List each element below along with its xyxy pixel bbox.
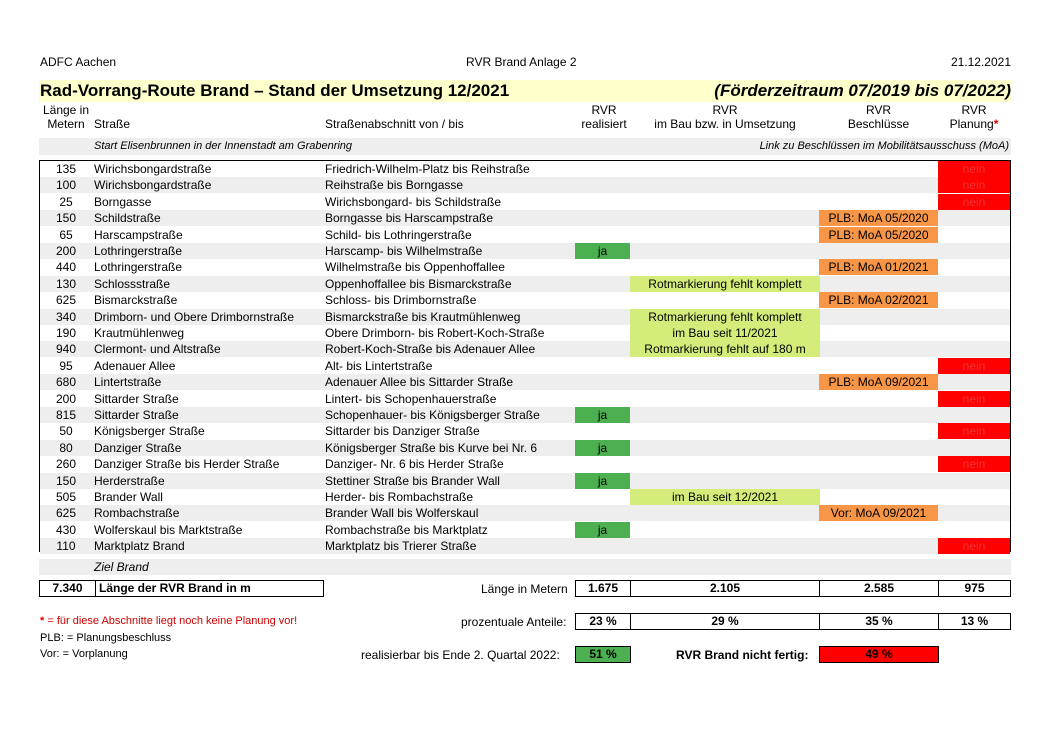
row-section: Borngasse bis Harscampstraße (325, 211, 494, 226)
row-construction: im Bau seit 12/2021 (630, 489, 820, 505)
row-planning (938, 276, 1010, 292)
row-realized (575, 456, 630, 472)
row-section: Stettiner Straße bis Brander Wall (325, 473, 500, 488)
row-street: Harscampstraße (94, 227, 183, 242)
row-street: Wirichsbongardstraße (94, 178, 212, 193)
col-planning-label: Planung (949, 117, 994, 131)
row-decision (819, 440, 938, 456)
table-row (40, 210, 1010, 226)
row-decision: PLB: MoA 09/2021 (819, 374, 938, 390)
row-planning: nein (938, 391, 1010, 407)
row-planning (938, 489, 1010, 505)
row-decision: PLB: MoA 01/2021 (819, 259, 938, 275)
row-section: Harscamp- bis Wilhelmstraße (325, 244, 483, 258)
row-construction: im Bau seit 11/2021 (630, 325, 820, 341)
row-length: 110 (56, 539, 76, 554)
total-decisions: 2.585 (819, 580, 939, 597)
star-note-marker: * (40, 615, 45, 627)
realisierbar-label: realisierbar bis Ende 2. Quartal 2022: (361, 648, 560, 662)
row-street: Lintertstraße (94, 375, 162, 390)
col-decisions-line2: Beschlüsse (847, 117, 910, 131)
table-row (40, 227, 1010, 243)
row-construction (630, 161, 820, 177)
star-note-text: = für diese Abschnitte liegt noch keine Planung vor! (44, 615, 298, 627)
row-planning (938, 440, 1010, 456)
col-length (40, 103, 92, 131)
row-realized (575, 325, 630, 341)
row-length: 200 (55, 391, 77, 406)
row-street: Herderstraße (94, 473, 165, 488)
total-construction: 2.105 (630, 580, 820, 597)
col-planning-line1: RVR (961, 103, 987, 117)
row-construction (630, 423, 820, 439)
table-row (40, 292, 1010, 308)
row-section: Friedrich-Wilhelm-Platz bis Reihstraße (325, 162, 530, 176)
row-planning (938, 374, 1010, 390)
funding-period: (Förderzeitraum 07/2019 bis 07/2022) (714, 81, 1011, 100)
row-construction (630, 292, 820, 308)
row-length: 150 (55, 473, 77, 488)
row-section: Adenauer Allee bis Sittarder Straße (325, 375, 514, 390)
row-construction: Rotmarkierung fehlt komplett (630, 309, 820, 325)
table-row (40, 259, 1010, 275)
col-decisions-line1: RVR (865, 103, 892, 117)
row-decision (819, 341, 938, 357)
row-length: 100 (55, 178, 77, 193)
row-section: Schloss- bis Drimbornstraße (325, 293, 477, 308)
vor-note: Vor: = Vorplanung (40, 648, 128, 660)
row-length: 190 (55, 326, 77, 340)
table-row (40, 538, 1010, 554)
row-decision: PLB: MoA 05/2020 (819, 227, 938, 243)
row-street: Sittarder Straße (94, 391, 179, 406)
row-construction (630, 538, 820, 554)
row-decision (819, 522, 938, 538)
row-construction (630, 473, 820, 489)
table-row (40, 276, 1010, 292)
row-realized (575, 391, 630, 407)
row-section: Alt- bis Lintertstraße (325, 358, 433, 373)
row-length: 625 (55, 506, 77, 521)
destination-note: Ziel Brand (94, 560, 149, 574)
row-section: Robert-Koch-Straße bis Adenauer Allee (325, 342, 536, 357)
header-document: RVR Brand Anlage 2 (466, 55, 577, 69)
row-street: Rombachstraße (94, 506, 180, 521)
table-row (40, 391, 1010, 407)
row-decision (819, 407, 938, 423)
row-length: 95 (59, 358, 73, 373)
row-planning (938, 522, 1010, 538)
row-realized (575, 276, 630, 292)
row-planning: nein (938, 538, 1010, 554)
row-section: Obere Drimborn- bis Robert-Koch-Straße (325, 326, 545, 340)
row-planning: nein (938, 161, 1010, 177)
row-realized: ja (575, 440, 630, 456)
col-decisions (819, 103, 938, 131)
row-length: 340 (55, 309, 77, 324)
row-planning (938, 292, 1010, 308)
table-row (40, 456, 1010, 472)
row-planning (938, 407, 1010, 423)
total-length-value: 7.340 (39, 580, 96, 597)
row-construction (630, 227, 820, 243)
row-street: Bismarckstraße (94, 293, 178, 308)
table-row (40, 489, 1010, 505)
row-section: Lintert- bis Schopenhauerstraße (325, 391, 497, 406)
row-decision (819, 325, 938, 341)
row-construction (630, 374, 820, 390)
table-row (40, 309, 1010, 325)
table-row (40, 473, 1010, 489)
row-realized (575, 227, 630, 243)
realisierbar-value: 51 % (575, 646, 631, 663)
link-note[interactable]: Link zu Beschlüssen im Mobilitätsausschuss (MoA) (759, 140, 1009, 152)
row-street: Krautmühlenweg (94, 326, 185, 340)
col-realized-line1: RVR (591, 103, 617, 117)
row-length: 815 (55, 408, 77, 422)
page-title: Rad-Vorrang-Route Brand – Stand der Umsetzung 12/2021 (40, 81, 510, 100)
col-length-line2: Metern (47, 117, 85, 131)
col-realized (574, 103, 634, 131)
row-planning: nein (938, 358, 1010, 374)
table-row (40, 522, 1010, 538)
row-section: Schopenhauer- bis Königsberger Straße (325, 408, 540, 422)
row-construction (630, 456, 820, 472)
row-planning (938, 505, 1010, 521)
row-street: Danziger Straße bis Herder Straße (94, 457, 280, 472)
row-decision (819, 489, 938, 505)
header-date: 21.12.2021 (950, 55, 1011, 69)
table-row (40, 177, 1010, 193)
row-section: Marktplatz bis Trierer Straße (325, 539, 477, 554)
row-realized (575, 309, 630, 325)
row-length: 200 (55, 244, 77, 258)
col-construction-line2: im Bau bzw. in Umsetzung (654, 117, 796, 131)
row-construction (630, 177, 820, 193)
row-length: 135 (55, 162, 77, 176)
row-section: Reihstraße bis Borngasse (325, 178, 464, 193)
length-meters-label: Länge in Metern (481, 582, 568, 596)
table-row (40, 161, 1010, 177)
col-planning-line2 (938, 117, 1010, 131)
row-decision: PLB: MoA 05/2020 (819, 210, 938, 226)
row-decision: PLB: MoA 02/2021 (819, 292, 938, 308)
row-decision: Vor: MoA 09/2021 (819, 505, 938, 521)
row-construction (630, 522, 820, 538)
row-realized (575, 292, 630, 308)
row-construction (630, 194, 820, 210)
row-street: Schildstraße (94, 211, 161, 226)
row-section: Sittarder bis Danziger Straße (325, 424, 480, 439)
row-street: Adenauer Allee (94, 358, 176, 373)
start-note: Start Elisenbrunnen in der Innenstadt am Grabenring (94, 140, 353, 152)
row-length: 505 (55, 490, 77, 504)
row-construction (630, 440, 820, 456)
row-realized: ja (575, 243, 630, 259)
row-section: Wilhelmstraße bis Oppenhoffallee (325, 260, 505, 275)
row-decision (819, 276, 938, 292)
row-length: 25 (59, 194, 73, 209)
col-section: Straßenabschnitt von / bis (325, 117, 464, 131)
row-decision (819, 423, 938, 439)
row-section: Bismarckstraße bis Krautmühlenweg (325, 309, 521, 324)
star-note (40, 615, 297, 627)
row-street: Clermont- und Altstraße (94, 342, 221, 357)
row-construction (630, 259, 820, 275)
row-length: 130 (55, 276, 77, 291)
col-planning (938, 103, 1010, 131)
table-row (40, 341, 1010, 357)
row-length: 260 (55, 457, 77, 472)
row-decision (819, 309, 938, 325)
row-street: Sittarder Straße (94, 408, 179, 422)
ziel-band (39, 559, 1011, 575)
row-section: Oppenhoffallee bis Bismarckstraße (325, 276, 512, 291)
row-realized (575, 423, 630, 439)
row-decision (819, 243, 938, 259)
row-planning (938, 309, 1010, 325)
row-street: Danziger Straße (94, 440, 182, 455)
total-length-label: Länge der RVR Brand in m (95, 580, 324, 597)
row-street: Wolferskaul bis Marktstraße (94, 522, 243, 537)
row-section: Wirichsbongard- bis Schildstraße (325, 194, 502, 209)
col-planning-star: * (993, 117, 999, 131)
col-construction (630, 103, 820, 131)
table-row (40, 243, 1010, 259)
row-planning (938, 341, 1010, 357)
row-construction (630, 210, 820, 226)
row-construction (630, 358, 820, 374)
col-realized-line2: realisiert (581, 117, 627, 131)
row-realized: ja (575, 407, 630, 423)
row-realized (575, 505, 630, 521)
row-realized (575, 538, 630, 554)
plb-note: PLB: = Planungsbeschluss (40, 632, 172, 644)
row-length: 65 (59, 227, 73, 242)
row-planning (938, 473, 1010, 489)
row-construction (630, 243, 820, 259)
row-construction: Rotmarkierung fehlt komplett (630, 276, 820, 292)
row-realized (575, 259, 630, 275)
nicht-fertig-label: RVR Brand nicht fertig: (676, 648, 809, 662)
row-realized: ja (575, 522, 630, 538)
table-row (40, 194, 1010, 210)
row-length: 680 (55, 375, 77, 390)
share-construction: 29 % (630, 613, 820, 630)
row-planning (938, 259, 1010, 275)
row-decision (819, 456, 938, 472)
row-planning (938, 325, 1010, 341)
total-planning: 975 (938, 580, 1011, 597)
table-row (40, 440, 1010, 456)
share-decisions: 35 % (819, 613, 939, 630)
row-realized (575, 489, 630, 505)
row-realized (575, 358, 630, 374)
table-row (40, 374, 1010, 390)
row-decision (819, 391, 938, 407)
table-row (40, 423, 1010, 439)
row-street: Wirichsbongardstraße (94, 162, 212, 176)
row-street: Marktplatz Brand (94, 539, 185, 554)
share-planning: 13 % (938, 613, 1011, 630)
col-length-line1: Länge in (42, 103, 90, 117)
row-construction (630, 505, 820, 521)
table-row (40, 407, 1010, 423)
row-realized (575, 194, 630, 210)
row-section: Rombachstraße bis Marktplatz (325, 522, 488, 537)
row-length: 80 (59, 440, 73, 455)
row-street: Drimborn- und Obere Drimbornstraße (94, 309, 295, 324)
row-construction (630, 407, 820, 423)
row-decision (819, 194, 938, 210)
row-realized (575, 177, 630, 193)
shares-label: prozentuale Anteile: (461, 615, 567, 629)
row-planning (938, 210, 1010, 226)
row-length: 940 (55, 342, 77, 357)
row-planning (938, 227, 1010, 243)
row-planning (938, 243, 1010, 259)
row-construction (630, 391, 820, 407)
row-planning: nein (938, 177, 1010, 193)
row-section: Brander Wall bis Wolferskaul (325, 506, 479, 521)
row-street: Lothringerstraße (94, 260, 183, 275)
row-decision (819, 358, 938, 374)
row-section: Danziger- Nr. 6 bis Herder Straße (325, 457, 504, 472)
row-length: 440 (55, 260, 77, 275)
row-planning: nein (938, 194, 1010, 210)
share-realized: 23 % (575, 613, 631, 630)
row-realized (575, 341, 630, 357)
row-decision (819, 177, 938, 193)
row-realized: ja (575, 473, 630, 489)
nicht-fertig-value: 49 % (819, 646, 939, 663)
table-row (40, 358, 1010, 374)
row-decision (819, 161, 938, 177)
row-street: Brander Wall (94, 490, 163, 504)
row-section: Königsberger Straße bis Kurve bei Nr. 6 (325, 440, 538, 455)
row-section: Herder- bis Rombachstraße (325, 490, 474, 504)
row-decision (819, 473, 938, 489)
row-street: Königsberger Straße (94, 424, 205, 439)
table-row (40, 325, 1010, 341)
col-street: Straße (94, 117, 131, 131)
row-length: 625 (55, 293, 77, 308)
row-planning: nein (938, 456, 1010, 472)
row-decision (819, 538, 938, 554)
header-org: ADFC Aachen (40, 55, 117, 69)
row-realized (575, 210, 630, 226)
row-realized (575, 161, 630, 177)
row-length: 430 (55, 522, 77, 537)
row-street: Schlossstraße (94, 276, 171, 291)
row-realized (575, 374, 630, 390)
total-realized: 1.675 (575, 580, 631, 597)
row-length: 150 (55, 211, 77, 226)
row-section: Schild- bis Lothringerstraße (325, 227, 472, 242)
row-construction: Rotmarkierung fehlt auf 180 m (630, 341, 820, 357)
row-planning: nein (938, 423, 1010, 439)
col-construction-line1: RVR (712, 103, 738, 117)
row-length: 50 (59, 424, 73, 439)
row-street: Lothringerstraße (94, 244, 183, 258)
row-street: Borngasse (94, 194, 152, 209)
table-row (40, 505, 1010, 521)
